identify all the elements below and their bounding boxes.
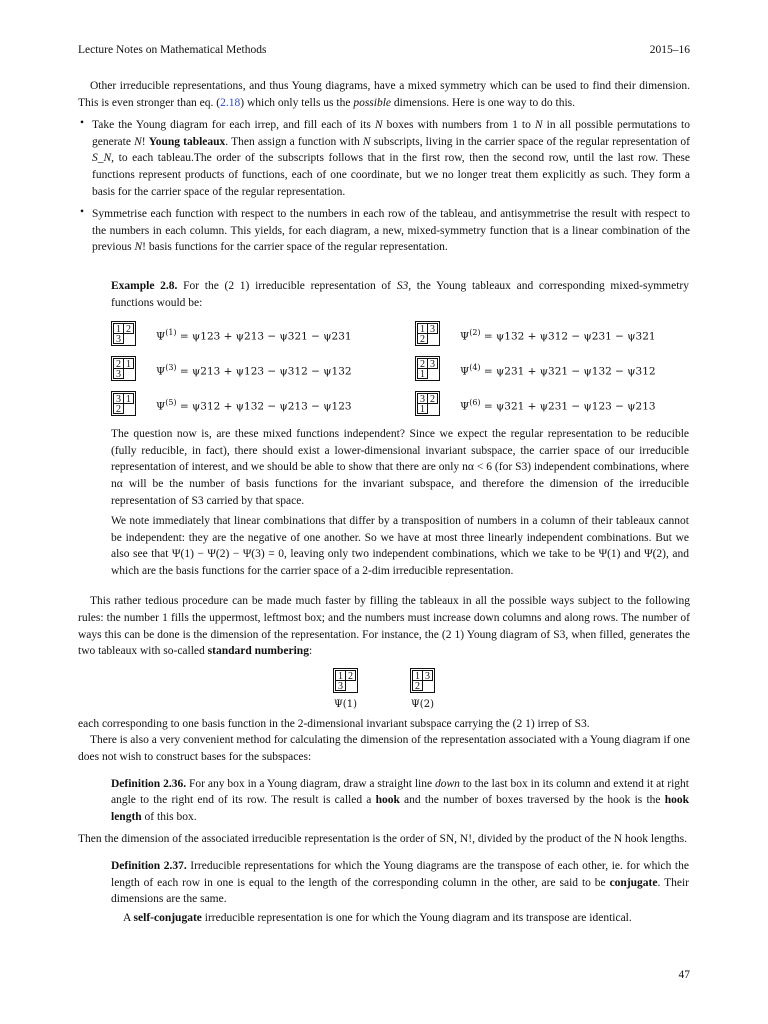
young-tableau xyxy=(410,668,435,693)
tableau-equation xyxy=(415,356,685,381)
tableau-box: 2 xyxy=(417,333,428,344)
young-tableau xyxy=(333,668,358,693)
tableau-box: 2 xyxy=(417,358,428,369)
tableau-box: 3 xyxy=(427,323,438,334)
tableau-box: 1 xyxy=(417,323,428,334)
example-block xyxy=(111,278,689,580)
procedure-list xyxy=(78,117,690,256)
tableau-equation xyxy=(415,321,685,346)
tableau-label: Ψ(1) xyxy=(334,698,357,710)
equation-link[interactable]: 2.18 xyxy=(220,96,241,109)
example-paragraph: We note immediately that linear combinations that differ by a transposition of numbers in a column of their tableaux cannot be independent: they are the negative of one another. So we have at most three linearly independent combinations. But we also see that Ψ(1) − Ψ(2) − Ψ(3) = 0, leaving only two independent combinations, which we take to be Ψ(1) and Ψ(2), and which are the basis functions for the carrier space of a 2-dim irreducible representation. xyxy=(111,515,689,577)
tableau-box: 3 xyxy=(113,368,124,379)
standard-tableau xyxy=(333,668,358,710)
tableau-row xyxy=(417,404,438,414)
tableau-box: 2 xyxy=(123,323,134,334)
mixed-symmetry-function xyxy=(156,328,352,343)
psi-index: (5) xyxy=(165,398,177,408)
example-intro: Example 2.8. For the (2 1) irreducible representation of S3, the Young tableaux and corresponding mixed-symmetry functions would be: xyxy=(111,279,689,309)
tableau-box: 3 xyxy=(113,333,124,344)
tableau-box: 2 xyxy=(427,393,438,404)
psi-symbol: Ψ xyxy=(460,330,470,343)
page-number: 47 xyxy=(678,969,690,981)
header-title: Lecture Notes on Mathematical Methods xyxy=(78,44,267,56)
standard-tableaux xyxy=(78,668,690,710)
tableau-box: 3 xyxy=(427,358,438,369)
tableau-box: 2 xyxy=(113,403,124,414)
definition-2-37: Definition 2.37. Irreducible representations for which the Young diagrams are the transpose of each other, ie. for which the length of each row in one is equal to the length of the corresponding column in the other, are said to be conjugate. Their dimensions are the same. A self-conjugate irreducible representation is one for which the Young diagram and its transpose are identical. xyxy=(111,860,689,924)
psi-index: (4) xyxy=(469,363,481,373)
definition-2-36: Definition 2.36. For any box in a Young diagram, draw a straight line down to the last box in its column and extend it at right angle to the right end of its row. The result is called a hook and the number of boxes traversed by the hook is the hook length of this box. xyxy=(111,777,689,823)
tableau-box: 1 xyxy=(417,403,428,414)
dimension-paragraph: Then the dimension of the associated irreducible representation is the order of SN, N!, divided by the product of the N hook lengths. xyxy=(78,833,688,846)
tableau-box: 1 xyxy=(123,393,134,404)
tableau-box: 2 xyxy=(113,358,124,369)
tableau-box: 3 xyxy=(113,393,124,404)
mixed-symmetry-function xyxy=(460,398,656,413)
tableau-box: 1 xyxy=(417,368,428,379)
tableau-row xyxy=(417,369,438,379)
header-year: 2015–16 xyxy=(649,44,690,56)
tableau-box: 2 xyxy=(412,680,423,691)
young-tableau xyxy=(111,321,136,346)
tableau-box: 1 xyxy=(412,670,423,681)
young-tableau xyxy=(111,391,136,416)
list-item: • Symmetrise each function with respect to the numbers in each row of the tableau, and antisymmetrise the result with respect to the numbers in each column. This yields, for each diagram, a new, mixed-symmetry function that is a linear combination of the previous N! basis functions for the carrier space of the regular representation. xyxy=(78,206,690,256)
list-item: • Take the Young diagram for each irrep, and fill each of its N boxes with numbers from 1 to N in all possible permutations to generate N! Young tableaux. Then assign a function with N subscripts, living in the carrier space of the regular representation of S_N, to each tableau.The order of the subscripts follows that in the first row, then the second row, until the last row. These functions represent products of functions, each of one coordinate, but we no longer treat them explicitly as such. They form a basis for the carrier space of the regular representation. xyxy=(78,117,690,200)
tableau-box: 1 xyxy=(335,670,346,681)
psi-index: (1) xyxy=(165,328,177,338)
tableau-equation xyxy=(111,356,415,381)
hook-intro-paragraph: There is also a very convenient method for calculating the dimension of the representation associated with a Young diagram if one does not wish to construct bases for the subspaces: xyxy=(78,734,690,764)
psi-symbol: Ψ xyxy=(460,365,470,378)
young-tableau xyxy=(415,391,440,416)
psi-symbol: Ψ xyxy=(156,400,166,413)
psi-symbol: Ψ xyxy=(460,400,470,413)
young-tableau xyxy=(415,356,440,381)
tableaux-grid xyxy=(111,321,689,416)
tableau-box: 3 xyxy=(335,680,346,691)
tableau-row xyxy=(335,681,356,691)
psi-expansion: = ψ312 + ψ132 − ψ213 − ψ123 xyxy=(176,400,352,413)
document-page xyxy=(78,44,690,926)
tableau-equation xyxy=(111,321,415,346)
tableau-row xyxy=(412,681,433,691)
tableau-row xyxy=(113,404,134,414)
mixed-symmetry-function xyxy=(156,363,352,378)
tableau-row xyxy=(113,369,134,379)
standard-tableau xyxy=(410,668,435,710)
tableau-row xyxy=(417,334,438,344)
young-tableau xyxy=(111,356,136,381)
tableau-box: 1 xyxy=(123,358,134,369)
psi-symbol: Ψ xyxy=(156,365,166,378)
mixed-symmetry-function xyxy=(156,398,352,413)
intro-paragraph: Other irreducible representations, and thus Young diagrams, have a mixed symmetry which can be used to find their dimension. This is even stronger than eq. (2.18) which only tells us the possible dimensions. Here is one way to do this. xyxy=(78,80,690,109)
tableau-box: 2 xyxy=(345,670,356,681)
psi-expansion: = ψ213 + ψ123 − ψ312 − ψ132 xyxy=(176,365,352,378)
psi-index: (3) xyxy=(165,363,177,373)
running-header xyxy=(78,44,690,56)
tableau-equation xyxy=(111,391,415,416)
mixed-symmetry-function xyxy=(460,363,656,378)
rules-paragraph: This rather tedious procedure can be made much faster by filling the tableaux in all the possible ways subject to the following rules: the number 1 fills the uppermost, leftmost box; and the numbers must increase down columns and along rows. The number of ways this can be done is the dimension of the representation. For instance, the (2 1) Young diagram of S3, when filled, generates the two tableaux with so-called standard numbering: xyxy=(78,595,690,658)
psi-expansion: = ψ231 + ψ321 − ψ132 − ψ312 xyxy=(480,365,656,378)
psi-expansion: = ψ132 + ψ312 − ψ231 − ψ321 xyxy=(480,330,656,343)
tableau-box: 3 xyxy=(422,670,433,681)
psi-expansion: = ψ321 + ψ231 − ψ123 − ψ213 xyxy=(480,400,656,413)
example-title: Example 2.8. xyxy=(111,279,178,292)
tableau-equation xyxy=(415,391,685,416)
tableau-box: 3 xyxy=(417,393,428,404)
young-tableau xyxy=(415,321,440,346)
tableau-box: 1 xyxy=(113,323,124,334)
psi-symbol: Ψ xyxy=(156,330,166,343)
psi-index: (2) xyxy=(469,328,481,338)
tableau-label: Ψ(2) xyxy=(411,698,434,710)
tableau-row xyxy=(113,334,134,344)
after-standard-paragraph: each corresponding to one basis function in the 2-dimensional invariant subspace carrying the (2 1) irrep of S3. xyxy=(78,717,590,730)
mixed-symmetry-function xyxy=(460,328,656,343)
example-paragraph: The question now is, are these mixed functions independent? Since we expect the regular representation to be reducible (fully reducible, in fact), there should exist a lower-dimensional invariant subspace, the carrier space of our irreducible representation of interest, and we should be able to show that there are only nα < 6 (for S3) independent combinations, where nα will be the number of basis functions for the invariant subspace, and therefore the dimension of the irreducible representation of S3 carried by that space. xyxy=(111,428,689,507)
psi-index: (6) xyxy=(469,398,481,408)
psi-expansion: = ψ123 + ψ213 − ψ321 − ψ231 xyxy=(176,330,352,343)
